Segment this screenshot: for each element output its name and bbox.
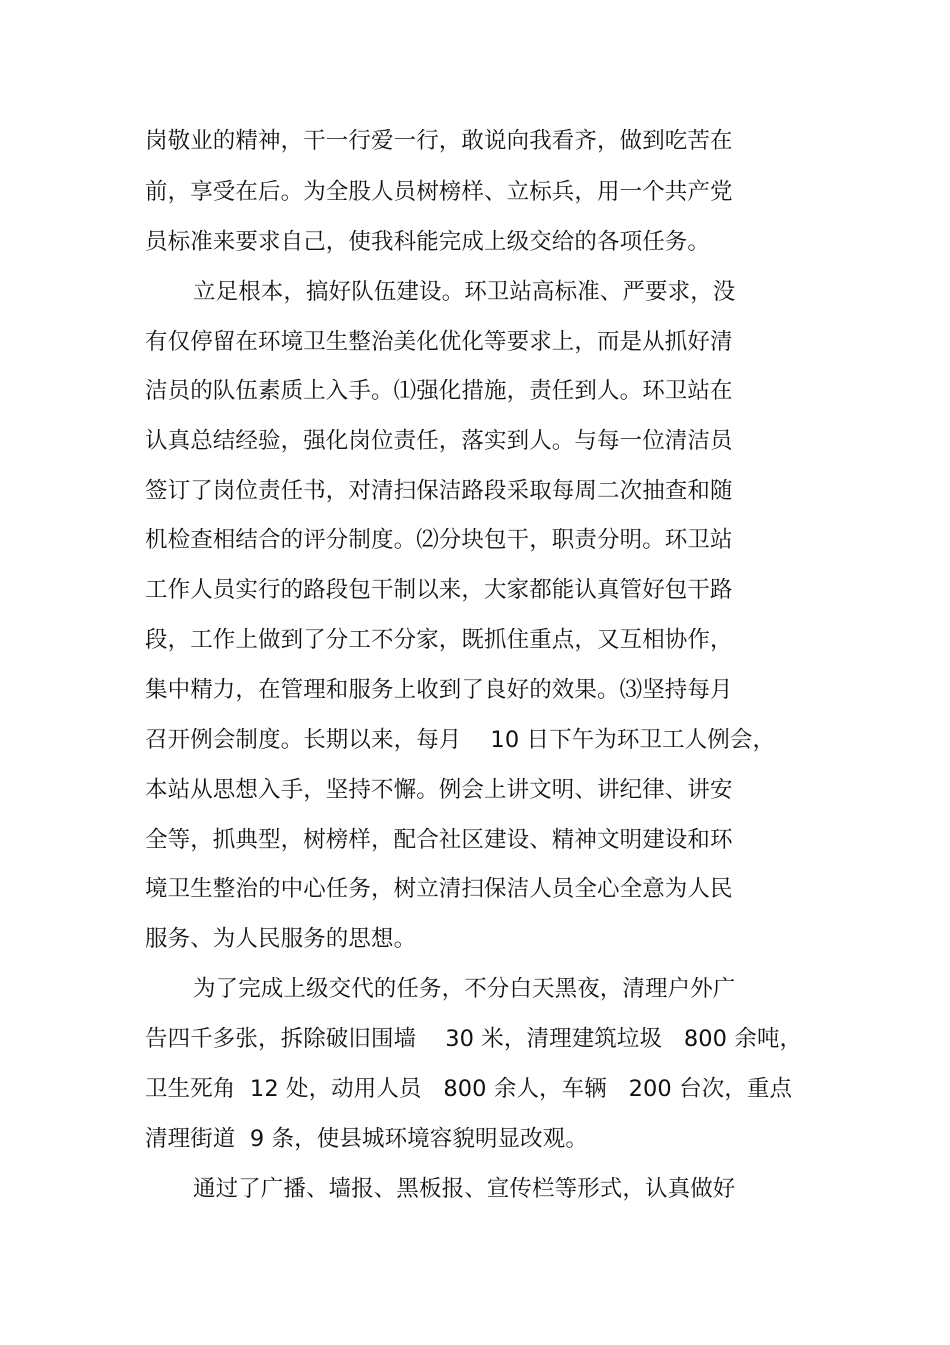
text-line: 本站从思想入手，坚持不懈。例会上讲文明、讲纪律、讲安 xyxy=(145,777,733,803)
paragraph-first-line: 立足根本，搞好队伍建设。环卫站高标准、严要求，没 xyxy=(193,279,736,305)
text-line: 卫生死角 12 处，动用人员 800 余人，车辆 200 台次，重点 xyxy=(145,1076,793,1102)
text-line: 有仅停留在环境卫生整治美化优化等要求上，而是从抓好清 xyxy=(145,329,733,355)
text-line: 机检查相结合的评分制度。⑵分块包干，职责分明。环卫站 xyxy=(145,527,733,553)
text-line: 全等，抓典型，树榜样，配合社区建设、精神文明建设和环 xyxy=(145,827,733,853)
paragraph-first-line: 为了完成上级交代的任务，不分白天黑夜，清理户外广 xyxy=(193,976,736,1002)
text-line: 段，工作上做到了分工不分家，既抓住重点，又互相协作， xyxy=(145,627,733,653)
text-line: 洁员的队伍素质上入手。⑴强化措施，责任到人。环卫站在 xyxy=(145,378,733,404)
text-line: 前，享受在后。为全股人员树榜样、立标兵，用一个共产党 xyxy=(145,179,733,205)
text-line: 集中精力，在管理和服务上收到了良好的效果。⑶坚持每月 xyxy=(145,677,733,703)
text-line: 召开例会制度。长期以来，每月 10 日下午为环卫工人例会， xyxy=(145,727,776,753)
paragraph-first-line: 通过了广播、墙报、黑板报、宣传栏等形式，认真做好 xyxy=(193,1176,736,1202)
text-line: 签订了岗位责任书，对清扫保洁路段采取每周二次抽查和随 xyxy=(145,478,733,504)
text-line: 工作人员实行的路段包干制以来，大家都能认真管好包干路 xyxy=(145,577,733,603)
text-line: 境卫生整治的中心任务，树立清扫保洁人员全心全意为人民 xyxy=(145,876,733,902)
text-line: 清理街道 9 条，使县城环境容貌明显改观。 xyxy=(145,1126,588,1152)
text-line: 认真总结经验，强化岗位责任，落实到人。与每一位清洁员 xyxy=(145,428,733,454)
text-line: 服务、为人民服务的思想。 xyxy=(145,926,417,952)
text-line: 告四千多张，拆除破旧围墙 30 米，清理建筑垃圾 800 余吨， xyxy=(145,1026,803,1052)
text-line: 岗敬业的精神，干一行爱一行，敢说向我看齐，做到吃苦在 xyxy=(145,128,733,154)
text-line: 员标准来要求自己，使我科能完成上级交给的各项任务。 xyxy=(145,229,711,255)
